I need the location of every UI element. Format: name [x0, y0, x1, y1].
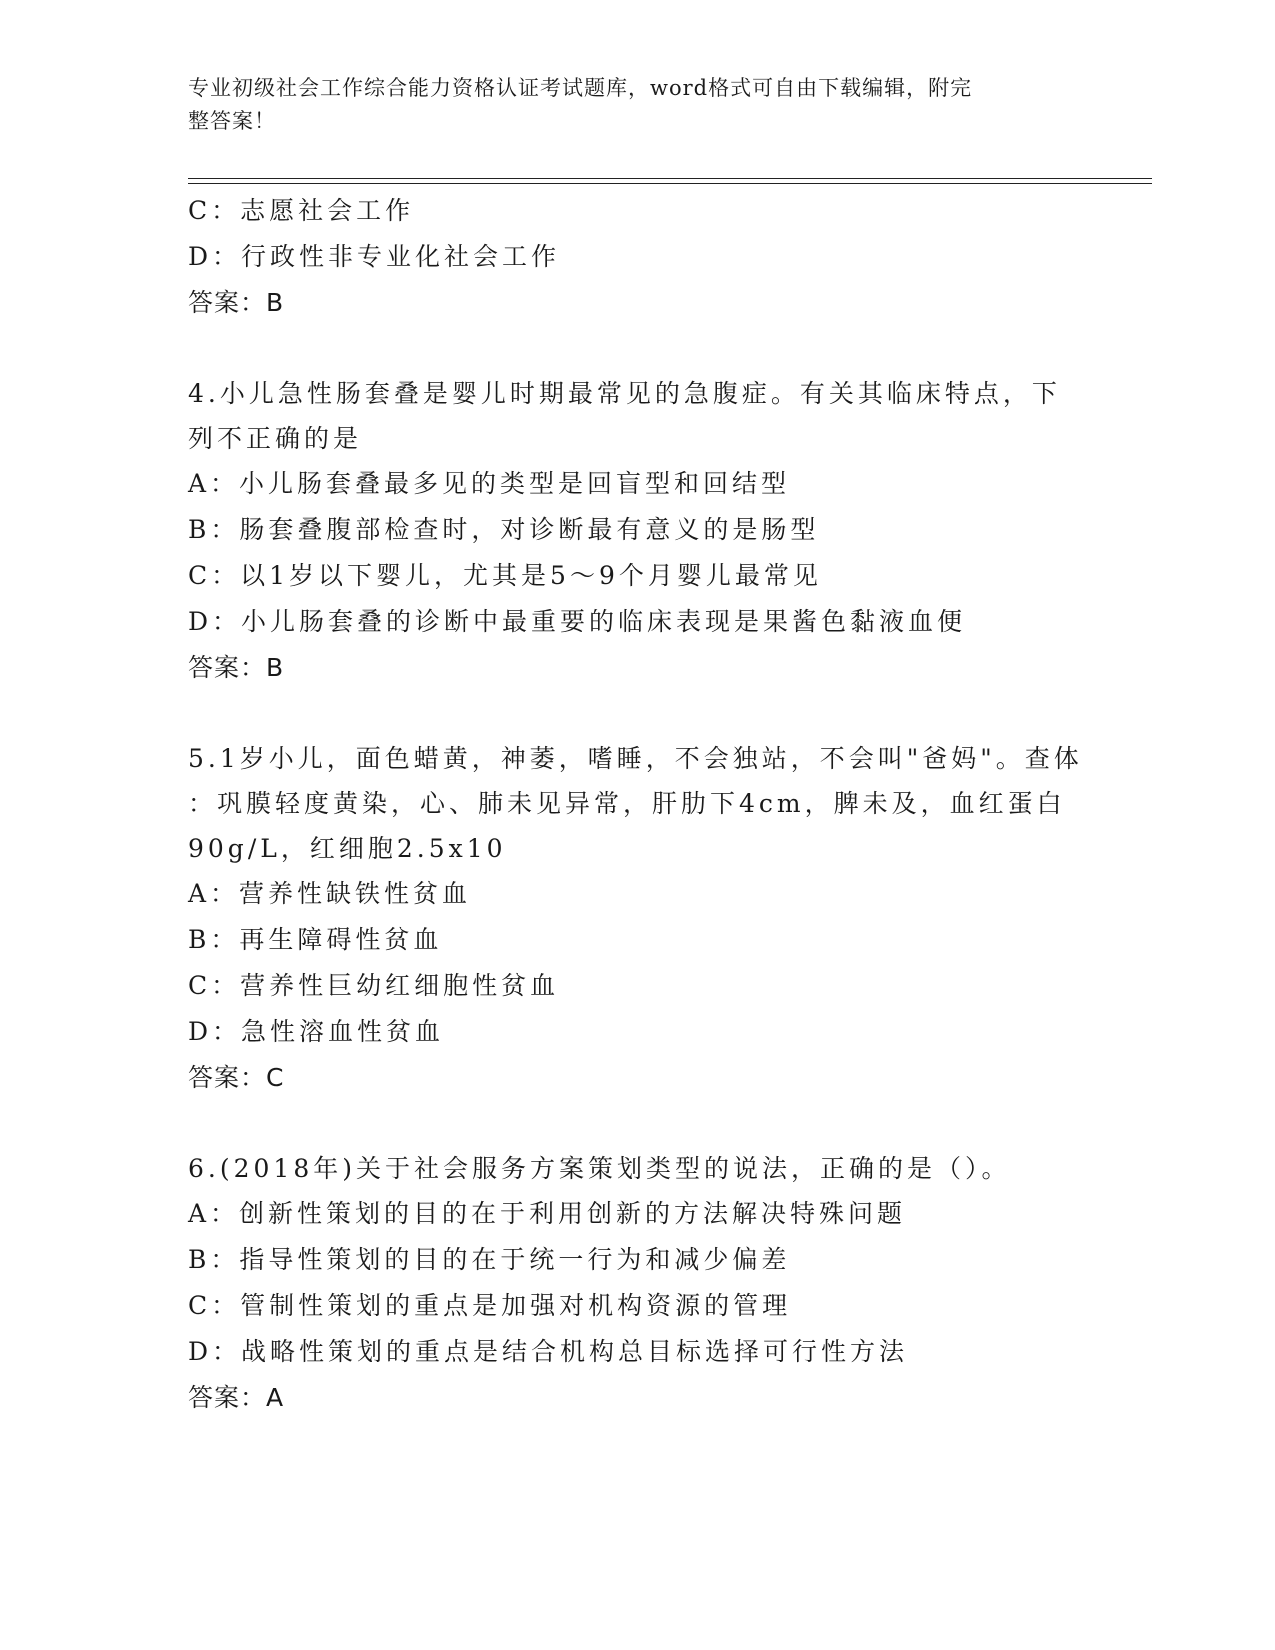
question-stem: ：巩膜轻度黄染，心、肺未见异常，肝肋下4cm，脾未及，血红蛋白	[188, 789, 1066, 818]
option-c: C：营养性巨幼红细胞性贫血	[188, 971, 560, 1000]
option-d: D：行政性非专业化社会工作	[188, 242, 561, 271]
question-stem: 90g/L，红细胞2.5x10	[188, 834, 507, 863]
question-6	[188, 1146, 1088, 1421]
answer-line: 答案：A	[188, 1383, 285, 1412]
question-stem: 列不正确的是	[188, 424, 363, 453]
option-a: A：创新性策划的目的在于利用创新的方法解决特殊问题	[188, 1199, 907, 1228]
option-a: A：营养性缺铁性贫血	[188, 879, 472, 908]
question-stem: 5.1岁小儿，面色蜡黄，神萎，嗜睡，不会独站，不会叫"爸妈"。查体	[188, 744, 1083, 773]
page-header	[188, 72, 1068, 138]
question-stem: 4.小儿急性肠套叠是婴儿时期最常见的急腹症。有关其临床特点，下	[188, 379, 1061, 408]
question-4	[188, 371, 1088, 691]
option-d: D：小儿肠套叠的诊断中最重要的临床表现是果酱色黏液血便	[188, 607, 967, 636]
option-a: A：小儿肠套叠最多见的类型是回盲型和回结型	[188, 469, 791, 498]
question-list	[188, 188, 1088, 1421]
answer-line: 答案：C	[188, 1063, 285, 1092]
option-d: D：急性溶血性贫血	[188, 1017, 445, 1046]
option-c: C：以1岁以下婴儿，尤其是5～9个月婴儿最常见	[188, 561, 822, 590]
header-line-1: 专业初级社会工作综合能力资格认证考试题库，word格式可自由下载编辑，附完	[188, 76, 973, 100]
option-c: C：管制性策划的重点是加强对机构资源的管理	[188, 1291, 792, 1320]
question-3-fragment	[188, 188, 1088, 326]
header-divider-top	[188, 178, 1152, 179]
header-line-2: 整答案！	[188, 109, 276, 133]
answer-line: 答案：B	[188, 653, 285, 682]
question-5	[188, 736, 1088, 1101]
header-divider-bottom	[188, 183, 1152, 184]
option-b: B：肠套叠腹部检查时，对诊断最有意义的是肠型	[188, 515, 820, 544]
option-d: D：战略性策划的重点是结合机构总目标选择可行性方法	[188, 1337, 909, 1366]
question-stem: 6.(2018年)关于社会服务方案策划类型的说法，正确的是（）。	[188, 1154, 1011, 1183]
option-b: B：再生障碍性贫血	[188, 925, 443, 954]
option-c: C：志愿社会工作	[188, 196, 415, 225]
answer-line: 答案：B	[188, 288, 285, 317]
option-b: B：指导性策划的目的在于统一行为和减少偏差	[188, 1245, 791, 1274]
